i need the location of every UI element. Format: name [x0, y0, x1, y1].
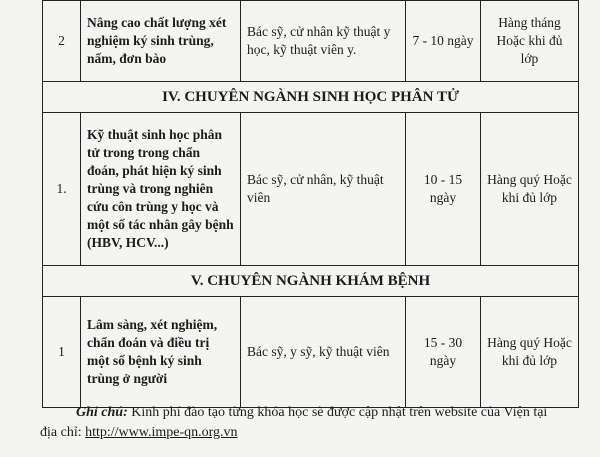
target-audience: Bác sỹ, cử nhân kỹ thuật y học, kỹ thuật viên y.	[241, 1, 406, 82]
row-number: 2	[43, 1, 81, 82]
course-name: Kỹ thuật sinh học phân tử trong trong chẩn đoán, phát hiện ký sinh trùng và trong nghiên cứu côn trùng y học và một số tác nhân gây bệnh (HBV, HCV...)	[81, 113, 241, 266]
row-number: 1.	[43, 113, 81, 266]
section-title: V. CHUYÊN NGÀNH KHÁM BỆNH	[43, 266, 579, 297]
table-row	[43, 113, 579, 266]
duration: 10 - 15 ngày	[406, 113, 481, 266]
footnote	[40, 403, 585, 443]
schedule: Hàng quý Hoặc khi đủ lớp	[481, 297, 579, 408]
address-prefix: địa chỉ:	[40, 425, 86, 440]
course-name: Nâng cao chất lượng xét nghiệm ký sinh trùng, nấm, đơn bào	[81, 1, 241, 82]
section-header	[43, 266, 579, 297]
target-audience: Bác sỹ, cử nhân, kỹ thuật viên	[241, 113, 406, 266]
section-header	[43, 82, 579, 113]
course-name: Lâm sàng, xét nghiệm, chẩn đoán và điều trị một số bệnh ký sinh trùng ở người	[81, 297, 241, 408]
note-label: Ghi chú:	[76, 405, 128, 420]
note-line-1	[40, 403, 585, 423]
duration: 15 - 30 ngày	[406, 297, 481, 408]
table-row	[43, 1, 579, 82]
note-line-2	[40, 423, 585, 443]
training-table	[42, 0, 579, 408]
section-title: IV. CHUYÊN NGÀNH SINH HỌC PHÂN TỬ	[43, 82, 579, 113]
website-link[interactable]: http://www.impe-qn.org.vn	[85, 425, 238, 440]
row-number: 1	[43, 297, 81, 408]
duration: 7 - 10 ngày	[406, 1, 481, 82]
note-text: Kinh phí đào tạo từng khóa học sẽ được cập nhật trên website của Viện tại	[127, 405, 548, 420]
table-row	[43, 297, 579, 408]
schedule: Hàng quý Hoặc khi đủ lớp	[481, 113, 579, 266]
target-audience: Bác sỹ, y sỹ, kỹ thuật viên	[241, 297, 406, 408]
schedule: Hàng tháng Hoặc khi đủ lớp	[481, 1, 579, 82]
